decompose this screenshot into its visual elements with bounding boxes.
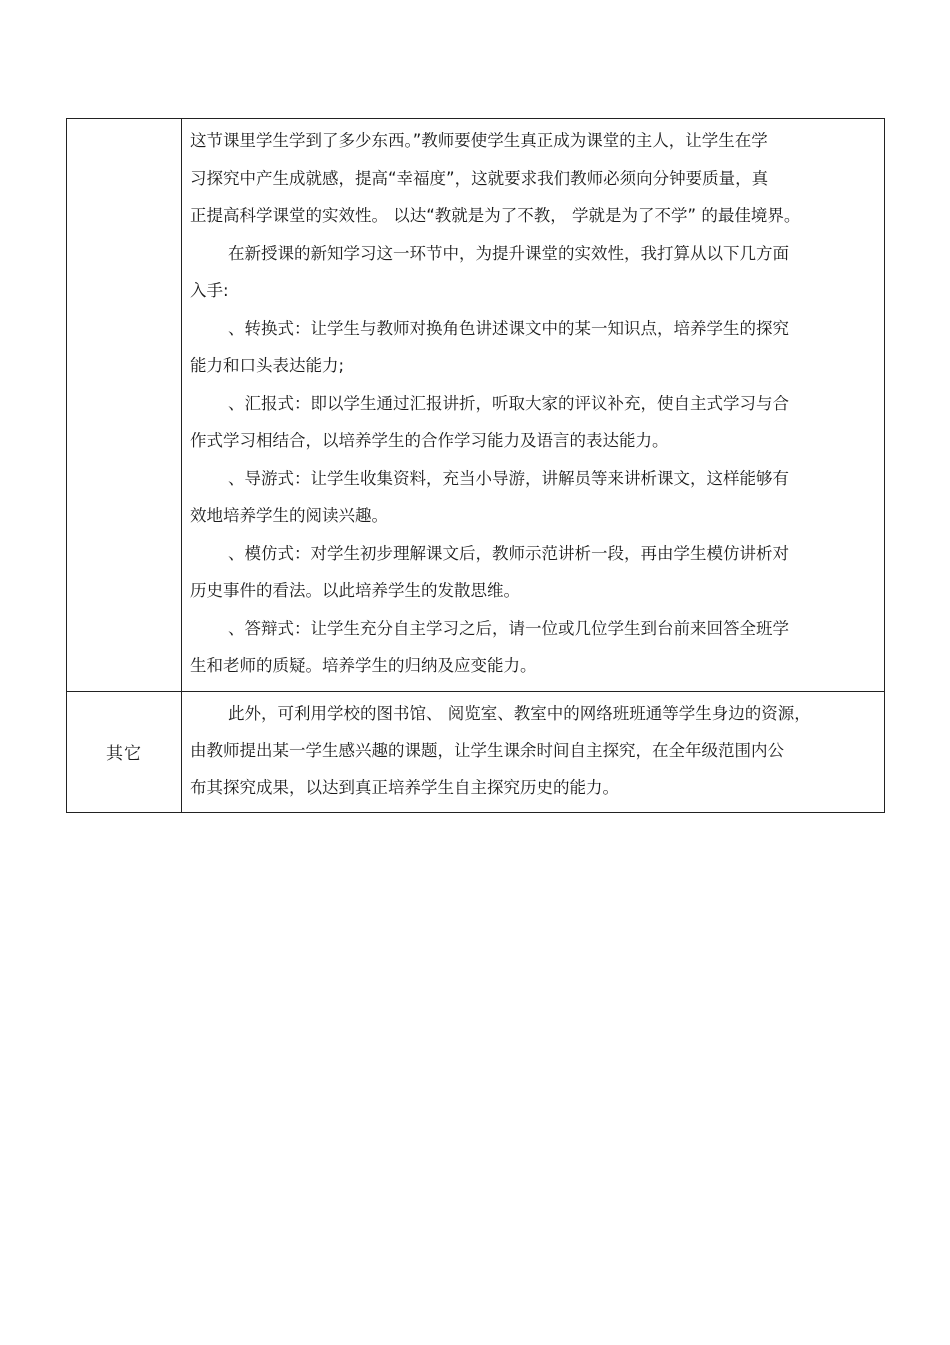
- row-content-cell: [182, 691, 885, 812]
- text-line: 、汇报式：即以学生通过汇报讲折，听取大家的评议补充，使自主式学习与合: [228, 393, 789, 413]
- table-row: [67, 691, 885, 812]
- text-line: 布其探究成果，以达到真正培养学生自主探究历史的能力。: [190, 777, 619, 797]
- text-line: 此外，可利用学校的图书馆、 阅览室、教室中的网络班班通等学生身边的资源，: [228, 703, 811, 723]
- row-label-cell: [67, 691, 182, 812]
- text-line: 、转换式：让学生与教师对换角色讲述课文中的某一知识点，培养学生的探究: [228, 318, 789, 338]
- row-label-cell: [67, 119, 182, 692]
- text-line: 由教师提出某一学生感兴趣的课题，让学生课余时间自主探究，在全年级范围内公: [190, 740, 784, 760]
- text-line: 能力和口头表达能力;: [190, 356, 345, 375]
- table-row: [67, 119, 885, 692]
- row-label: 其它: [106, 744, 142, 764]
- content-table: [66, 118, 885, 813]
- text-line: 作式学习相结合，以培养学生的合作学习能力及语言的表达能力。: [190, 431, 669, 450]
- text-line: 、导游式：让学生收集资料，充当小导游，讲解员等来讲析课文，这样能够有: [228, 468, 789, 488]
- text-line: 效地培养学生的阅读兴趣。: [190, 506, 388, 525]
- text-line: 、答辩式：让学生充分自主学习之后，请一位或几位学生到台前来回答全班学: [228, 618, 789, 638]
- text-line: 生和老师的质疑。培养学生的归纳及应变能力。: [190, 656, 537, 675]
- row-content-cell: [182, 119, 885, 692]
- text-line: 这节课里学生学到了多少东西。”教师要使学生真正成为课堂的主人，让学生在学: [190, 131, 768, 150]
- text-line: 历史事件的看法。以此培养学生的发散思维。: [190, 581, 520, 600]
- text-line: 习探究中产生成就感，提高“幸福度”，这就要求我们教师必须向分钟要质量，真: [190, 168, 769, 188]
- text-line: 正提高科学课堂的实效性。 以达“教就是为了不教， 学就是为了不学” 的最佳境界。: [190, 206, 801, 225]
- text-line: 、模仿式：对学生初步理解课文后，教师示范讲析一段，再由学生模仿讲析对: [228, 543, 789, 563]
- text-line: 入手:: [190, 281, 229, 300]
- text-line: 在新授课的新知学习这一环节中，为提升课堂的实效性，我打算从以下几方面: [228, 243, 789, 263]
